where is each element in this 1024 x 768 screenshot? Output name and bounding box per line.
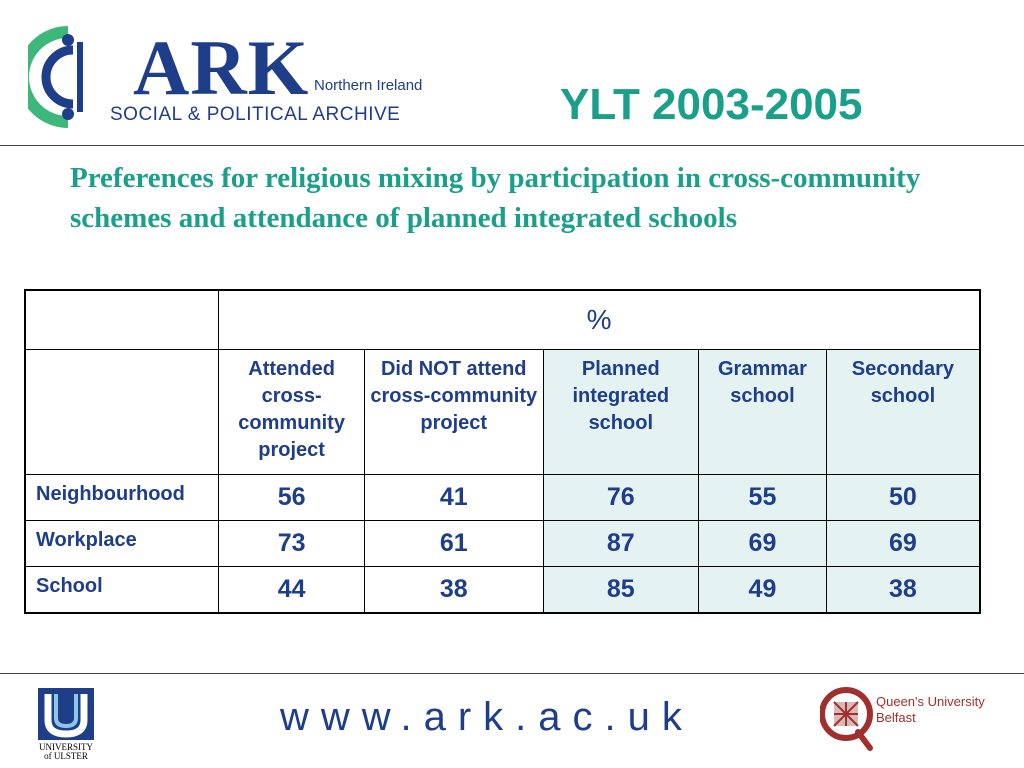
logo-region: Northern Ireland xyxy=(314,77,423,94)
footer-url: www.ark.ac.uk xyxy=(280,695,694,739)
table-cell: 41 xyxy=(365,475,544,521)
queens-logo xyxy=(820,686,1000,756)
page-title: YLT 2003-2005 xyxy=(560,80,863,129)
table-cell: 38 xyxy=(826,567,980,614)
table-cell: 61 xyxy=(365,521,544,567)
column-header: Grammar school xyxy=(699,350,827,475)
table-cell: 55 xyxy=(699,475,827,521)
ark-logo xyxy=(28,22,438,132)
ulster-logo-text: UNIVERSITY of ULSTER xyxy=(39,742,93,761)
row-label: Neighbourhood xyxy=(25,475,219,521)
table-cell: 38 xyxy=(365,567,544,614)
column-header: Secondary school xyxy=(826,350,980,475)
table-cell: 69 xyxy=(826,521,980,567)
slide-subtitle: Preferences for religious mixing by participation in cross-community schemes and attendance of planned integrated schools xyxy=(70,162,921,234)
footer-divider xyxy=(0,673,1024,674)
column-header: Attended cross-community project xyxy=(219,350,365,475)
ulster-crest-icon xyxy=(36,686,96,742)
row-label: Workplace xyxy=(25,521,219,567)
table-header-blank xyxy=(25,350,219,475)
table-cell: 87 xyxy=(543,521,699,567)
table-cell: 49 xyxy=(699,567,827,614)
queens-logo-text: Queen's University Belfast xyxy=(876,694,985,725)
row-label: School xyxy=(25,567,219,614)
table-cell: 69 xyxy=(699,521,827,567)
table-cell: 76 xyxy=(543,475,699,521)
table-row xyxy=(25,567,980,614)
table-corner-cell xyxy=(25,290,219,350)
queens-crest-icon xyxy=(820,686,876,752)
table-unit-row xyxy=(25,290,980,350)
logo-wordmark: ARK xyxy=(133,24,310,111)
ulster-logo xyxy=(36,686,96,762)
unit-label: % xyxy=(219,290,980,350)
header-divider xyxy=(0,145,1024,146)
table-cell: 50 xyxy=(826,475,980,521)
table-cell: 85 xyxy=(543,567,699,614)
column-header: Did NOT attend cross-community project xyxy=(365,350,544,475)
table-row xyxy=(25,475,980,521)
table-header-row xyxy=(25,350,980,475)
table-cell: 73 xyxy=(219,521,365,567)
logo-subtitle: SOCIAL & POLITICAL ARCHIVE xyxy=(110,104,401,125)
table-cell: 44 xyxy=(219,567,365,614)
table-row xyxy=(25,521,980,567)
column-header: Planned integrated school xyxy=(543,350,699,475)
data-table xyxy=(24,289,981,614)
table-cell: 56 xyxy=(219,475,365,521)
